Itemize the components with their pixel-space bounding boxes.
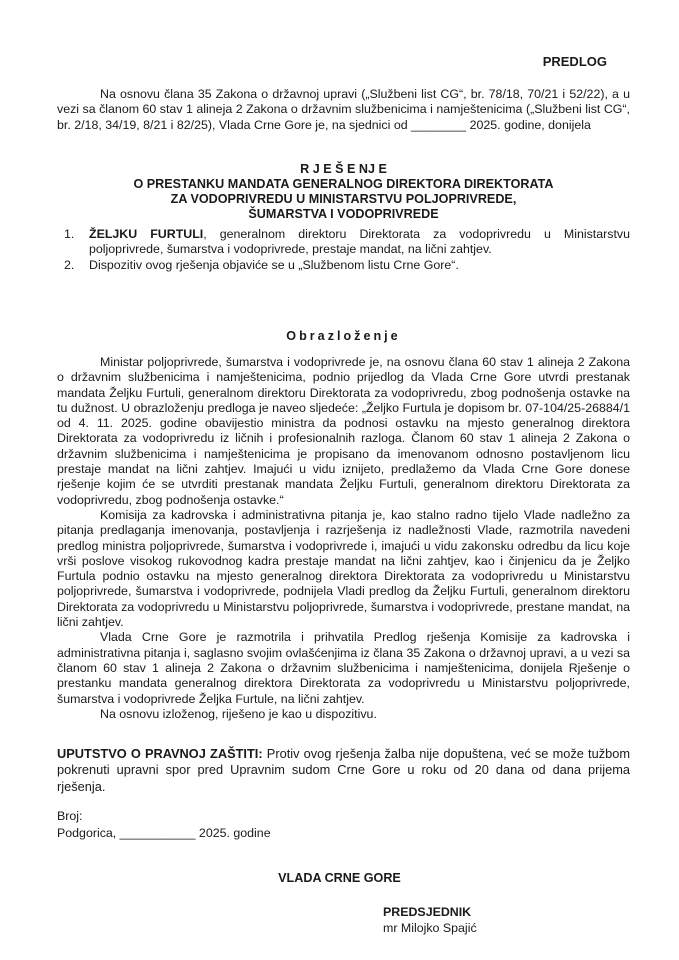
dispositive-list — [64, 227, 630, 273]
decision-title — [57, 162, 630, 222]
legal-remedy — [57, 746, 630, 795]
reasoning-paragraph: Komisija za kadrovska i administrativna pitanja je, kao stalno radno tijelo Vlade nadležno za pitanja predlaganja imenovanja, postavljenja i razrješenja iz nadležnosti Vlade, razmotrila navedeni predlog ministra poljoprivrede, šumarstva i vodoprivrede i, imajući u vidu zakonsku odredbu da licu koje vrši poslove visokog rukovodnog kadra prestaje mandat na lični zahtjev, kao i činjenicu da je Željko Furtula podnio ostavku na mjesto generalnog direktora Direktorata za vodoprivredu u Ministarstvu poljoprivrede, šumarstva i vodoprivrede, podnijela Vladi predlog da Željku Furtuli, generalnom direktoru Direktorata za vodoprivredu u Ministarstvu poljoprivrede, šumarstva i vodoprivrede, prestane mandat, na lični zahtjev. — [57, 507, 630, 630]
reasoning-paragraph: Vlada Crne Gore je razmotrila i prihvatila Predlog rješenja Komisije za kadrovska i administrativna pitanja i, saglasno svojim ovlašćenjima iz člana 35 Zakona o državnoj upravi, a u vezi sa članom 60 stav 1 alineja 2 Zakona o državnim službenicima i namještenicima, donijela Rješenje o prestanku mandata generalnog direktora Direktorata za vodoprivredu u Ministarstvu poljoprivrede, šumarstva i vodoprivrede Željka Furtule, na lični zahtjev. — [57, 630, 630, 706]
preamble: Na osnovu člana 35 Zakona o državnoj upravi („Službeni list CG“, br. 78/18, 70/21 i 52/22), a u vezi sa članom 60 stav 1 alineja 2 Zakona o državnim službenicima i namještenicima („Službeni list CG“, br. 2/18, 34/19, 8/21 i 82/25), Vlada Crne Gore je, na sjednici od ________ 2025. godine, donijela — [57, 87, 630, 132]
reasoning-paragraph: Na osnovu izloženog, riješeno je kao u dispozitivu. — [100, 706, 377, 721]
item-number: 2. — [64, 257, 75, 272]
reasoning-body — [57, 355, 630, 722]
dispositive-item — [64, 227, 630, 258]
document-reference — [57, 808, 630, 841]
signatory-name: mr Milojko Spajić — [383, 920, 477, 935]
item-number: 1. — [64, 227, 75, 241]
reasoning-heading: Obrazloženje — [286, 329, 401, 343]
item-text — [89, 227, 630, 258]
legal-remedy-text: Protiv ovog rješenja žalba nije dopuštena, već se može tužbom pokrenuti upravni spor pred Upravnim sudom Crne Gore u roku od 20 dana od dana prijema rješenja. — [57, 746, 630, 794]
decision-subject-line-1: O PRESTANKU MANDATA GENERALNOG DIREKTORA DIREKTORATA — [133, 177, 554, 191]
decision-heading: R J E Š E NJ E — [300, 162, 387, 176]
signatory-title: PREDSJEDNIK — [383, 905, 472, 919]
document-number: Broj: — [57, 809, 83, 823]
reasoning-paragraph: Ministar poljoprivrede, šumarstva i vodoprivrede je, na osnovu člana 60 stav 1 alineja 2 Zakona o državnim službenicima i namještenicima, podnio prijedlog da Vlada Crne Gore utvrdi prestanak mandata Željku Furtuli, generalnom direktoru Direktorata za vodoprivredu, zbog podnošenja ostavke na tu dužnost. U obrazloženju predloga je naveo sljedeće: „Željko Furtula je dopisom br. 07-104/25-26884/1 od 4. 11. 2025. godine obavijestio ministra da podnosi ostavku na mjesto generalnog direktora Direktorata za vodoprivredu iz ličnih i profesionalnih razloga. Članom 60 stav 1 alineja 2 Zakona o državnim službenicima i namještenicima je propisano da imenovanom odnosno postavljenom licu prestaje mandat na lični zahtjev. Imajući u vidu iznijeto, predlažemo da Vlada Crne Gore donese rješenje kojim će se utvrditi prestanak mandata Željku Furtuli, generalnom direktoru Direktorata za vodoprivredu, zbog podnošenja ostavke.“ — [57, 355, 630, 507]
signature-block — [383, 905, 477, 936]
document-status-label: PREDLOG — [542, 54, 607, 69]
place-date: Podgorica, ___________ 2025. godine — [57, 825, 271, 840]
government-name: VLADA CRNE GORE — [278, 871, 401, 885]
dispositive-item — [64, 258, 630, 273]
decision-subject-line-3: ŠUMARSTVA I VODOPRIVREDE — [248, 207, 439, 221]
item-body: , generalnom direktoru Direktorata za vodoprivredu u Ministarstvu poljoprivrede, šumarstva i vodoprivrede, prestaje mandat, na lični zahtjev. — [89, 227, 630, 257]
legal-remedy-label: UPUTSTVO O PRAVNOJ ZAŠTITI: — [57, 746, 263, 761]
person-name: ŽELJKU FURTULI — [89, 227, 204, 241]
decision-subject-line-2: ZA VODOPRIVREDU U MINISTARSTVU POLJOPRIVREDE, — [170, 192, 517, 206]
item-text: Dispozitiv ovog rješenja objaviće se u „Službenom listu Crne Gore“. — [89, 257, 459, 272]
